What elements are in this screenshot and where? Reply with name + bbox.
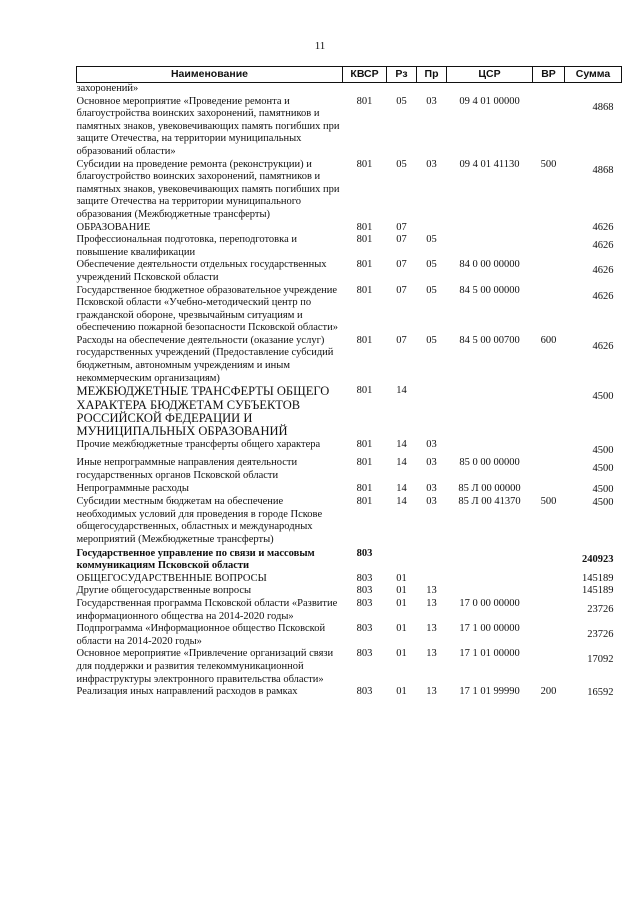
cell-rz-value: 01 (396, 572, 407, 584)
cell-name: Другие общегосударственные вопросы (76, 585, 252, 597)
budget-table (76, 66, 622, 700)
table-row (77, 457, 622, 482)
cell-sum-value: 4500 (592, 463, 614, 475)
cell-csr (447, 83, 533, 96)
cell-sum (565, 83, 622, 96)
cell-vr (533, 496, 565, 546)
cell-pr (417, 573, 447, 586)
cell-kvsr (343, 547, 387, 573)
cell-sum (565, 457, 622, 482)
cell-rz (387, 259, 417, 284)
cell-pr-value: 03 (426, 496, 437, 508)
cell-sum (565, 648, 622, 686)
cell-kvsr-value: 801 (356, 158, 373, 170)
cell-sum (565, 335, 622, 385)
cell-kvsr-value: 801 (356, 95, 373, 107)
cell-kvsr (343, 159, 387, 222)
cell-rz (387, 585, 417, 598)
cell-csr-value: 17 1 01 99990 (459, 686, 520, 698)
cell-rz (387, 234, 417, 259)
cell-csr-value: 85 Л 00 41370 (458, 496, 521, 508)
cell-pr (417, 385, 447, 439)
cell-sum-value: 4500 (592, 483, 614, 495)
table-row (77, 547, 622, 573)
cell-kvsr (343, 585, 387, 598)
cell-name: Государственная программа Псковской области «Развитие информационного общества на 2014-2020 годы» (76, 598, 338, 622)
cell-pr (417, 234, 447, 259)
cell-sum-value: 145189 (582, 572, 614, 584)
cell-sum-value: 23726 (587, 604, 614, 615)
cell-name: Прочие межбюджетные трансферты общего характера (76, 438, 321, 450)
cell-kvsr-value: 801 (356, 496, 373, 508)
cell-name: Государственное управление по связи и массовым коммуникациям Псковской области (76, 547, 315, 572)
cell-pr (417, 83, 447, 96)
cell-vr-value: 600 (540, 334, 557, 346)
cell-pr (417, 159, 447, 222)
cell-csr (447, 623, 533, 648)
cell-rz-value: 07 (396, 234, 407, 246)
cell-vr (533, 335, 565, 385)
cell-rz-value: 14 (396, 482, 407, 494)
cell-kvsr (343, 623, 387, 648)
cell-sum-value: 240923 (582, 553, 614, 565)
cell-name: захоронений» (76, 83, 139, 94)
cell-sum-value: 4626 (592, 340, 614, 352)
cell-csr (447, 585, 533, 598)
cell-kvsr (343, 457, 387, 482)
cell-csr-value: 85 Л 00 00000 (458, 482, 521, 494)
cell-kvsr (343, 496, 387, 546)
cell-rz (387, 496, 417, 546)
cell-pr-value: 03 (426, 457, 437, 469)
cell-kvsr (343, 83, 387, 96)
cell-vr (533, 385, 565, 439)
cell-pr-value: 03 (426, 158, 437, 170)
table-body (77, 83, 622, 700)
cell-sum (565, 222, 622, 235)
cell-vr (533, 285, 565, 335)
cell-pr (417, 585, 447, 598)
table-row (77, 96, 622, 159)
table-row (77, 573, 622, 586)
cell-vr (533, 648, 565, 686)
cell-pr-value: 03 (426, 482, 437, 494)
cell-sum (565, 234, 622, 259)
cell-sum-value: 4626 (592, 290, 614, 302)
table-row (77, 335, 622, 385)
cell-csr (447, 547, 533, 573)
cell-pr-value: 05 (426, 259, 437, 271)
table-row (77, 385, 622, 439)
cell-name: Субсидии местным бюджетам на обеспечение необходимых условий для проведения в городе Пскове общегосударственных, областных и международных мероприятий (Межбюджетные трансферты) (76, 496, 323, 546)
cell-name: МЕЖБЮДЖЕТНЫЕ ТРАНСФЕРТЫ ОБЩЕГО ХАРАКТЕРА БЮДЖЕТАМ СУБЪЕКТОВ РОССИЙСКОЙ ФЕДЕРАЦИИ И МУНИЦИПАЛЬНЫХ ОБРАЗОВАНИЙ (76, 384, 330, 439)
cell-pr-value: 13 (426, 686, 437, 698)
cell-pr (417, 598, 447, 623)
cell-vr (533, 234, 565, 259)
cell-name: Расходы на обеспечение деятельности (оказание услуг) государственных учреждений (Предоставление субсидий бюджетным, автономным учреждениям и иным некоммерческим организациям) (76, 334, 334, 384)
cell-kvsr (343, 335, 387, 385)
cell-sum-value: 4868 (592, 164, 614, 176)
cell-name: Основное мероприятие «Привлечение организаций связи для поддержки и развития телекоммуникационной инфраструктуры электронного правительства области» (76, 648, 334, 685)
cell-kvsr (343, 686, 387, 700)
cell-rz (387, 686, 417, 700)
cell-kvsr (343, 96, 387, 159)
cell-sum-value: 4500 (592, 497, 614, 509)
cell-csr (447, 259, 533, 284)
table-row (77, 234, 622, 259)
table-row (77, 598, 622, 623)
cell-rz-value: 14 (396, 438, 407, 450)
cell-rz (387, 598, 417, 623)
cell-sum-value: 4626 (592, 265, 614, 277)
cell-name: Иные непрограммные направления деятельности государственных органов Псковской области (76, 457, 298, 482)
cell-kvsr (343, 483, 387, 497)
cell-pr-value: 03 (426, 438, 437, 450)
cell-rz (387, 385, 417, 439)
header-rz: Рз (387, 67, 417, 83)
cell-sum-value: 4868 (592, 101, 614, 113)
cell-pr-value: 05 (426, 334, 437, 346)
cell-rz-value: 14 (396, 385, 407, 397)
cell-rz-value: 01 (396, 648, 407, 660)
cell-vr (533, 96, 565, 159)
cell-rz (387, 648, 417, 686)
cell-vr (533, 439, 565, 458)
cell-rz-value: 14 (396, 496, 407, 508)
cell-sum (565, 573, 622, 586)
cell-sum (565, 598, 622, 623)
cell-sum (565, 159, 622, 222)
cell-vr (533, 585, 565, 598)
cell-csr (447, 335, 533, 385)
header-kvsr: КВСР (343, 67, 387, 83)
cell-name: Обеспечение деятельности отдельных государственных учреждений Псковской области (76, 259, 327, 283)
cell-csr-value: 17 1 00 00000 (459, 623, 520, 635)
cell-vr (533, 686, 565, 700)
cell-pr (417, 547, 447, 573)
cell-csr-value: 09 4 01 41130 (459, 158, 520, 170)
cell-sum-value: 4626 (592, 240, 614, 252)
cell-csr (447, 496, 533, 546)
cell-csr-value: 17 0 00 00000 (459, 598, 520, 609)
cell-kvsr-value: 801 (356, 482, 373, 494)
table-row (77, 585, 622, 598)
cell-csr (447, 234, 533, 259)
header-pr: Пр (417, 67, 447, 83)
cell-sum (565, 483, 622, 497)
cell-kvsr-value: 801 (356, 457, 373, 469)
cell-kvsr-value: 801 (356, 259, 373, 271)
cell-rz (387, 457, 417, 482)
cell-name: Непрограммные расходы (76, 482, 189, 494)
cell-csr-value: 85 0 00 00000 (459, 457, 520, 469)
table-header-row (77, 67, 622, 83)
cell-rz (387, 439, 417, 458)
cell-pr (417, 648, 447, 686)
cell-csr (447, 648, 533, 686)
cell-sum-value: 4626 (592, 221, 614, 233)
cell-sum (565, 96, 622, 159)
cell-sum-value: 145189 (582, 585, 614, 597)
cell-pr (417, 686, 447, 700)
cell-rz-value: 07 (396, 259, 407, 271)
cell-csr (447, 686, 533, 700)
cell-vr (533, 222, 565, 235)
table-row (77, 439, 622, 458)
cell-kvsr (343, 259, 387, 284)
cell-vr-value: 500 (540, 496, 557, 508)
cell-pr (417, 457, 447, 482)
cell-pr (417, 222, 447, 235)
cell-vr (533, 83, 565, 96)
cell-kvsr (343, 385, 387, 439)
table-row (77, 222, 622, 235)
cell-csr (447, 483, 533, 497)
cell-name: Государственное бюджетное образовательное учреждение Псковской области «Учебно-методический центр по гражданской обороне, чрезвычайным ситуациям и обеспечению пожарной безопасности Псковской области» (76, 284, 339, 334)
cell-rz (387, 159, 417, 222)
cell-csr-value: 84 5 00 00000 (459, 284, 520, 296)
cell-pr (417, 439, 447, 458)
cell-kvsr (343, 573, 387, 586)
cell-csr (447, 439, 533, 458)
cell-csr (447, 457, 533, 482)
cell-kvsr (343, 598, 387, 623)
cell-sum (565, 285, 622, 335)
cell-vr (533, 483, 565, 497)
cell-sum-value: 17092 (587, 654, 614, 666)
cell-kvsr-value: 801 (356, 438, 373, 450)
cell-kvsr-value: 803 (356, 585, 373, 597)
cell-sum (565, 585, 622, 598)
cell-rz-value: 14 (396, 457, 407, 469)
cell-csr-value: 84 0 00 00000 (459, 259, 520, 271)
cell-vr (533, 259, 565, 284)
cell-kvsr (343, 222, 387, 235)
cell-sum (565, 259, 622, 284)
cell-pr (417, 96, 447, 159)
cell-csr (447, 573, 533, 586)
cell-csr (447, 96, 533, 159)
cell-sum (565, 496, 622, 546)
cell-vr (533, 457, 565, 482)
cell-pr (417, 259, 447, 284)
header-name: Наименование (77, 67, 343, 83)
cell-name: Профессиональная подготовка, переподготовка и повышение квалификации (76, 234, 297, 258)
page-number: 11 (314, 40, 326, 52)
cell-sum (565, 547, 622, 573)
cell-kvsr (343, 234, 387, 259)
cell-pr-value: 05 (426, 234, 437, 246)
budget-table-container (76, 66, 621, 700)
cell-rz-value: 05 (396, 95, 407, 107)
cell-pr-value: 05 (426, 284, 437, 296)
cell-vr (533, 623, 565, 648)
cell-csr (447, 385, 533, 439)
cell-csr (447, 285, 533, 335)
cell-sum (565, 385, 622, 439)
table-row (77, 686, 622, 700)
cell-sum-value: 4500 (592, 391, 614, 403)
cell-rz-value: 01 (396, 598, 407, 609)
cell-rz-value: 01 (396, 686, 407, 698)
table-row (77, 159, 622, 222)
cell-kvsr-value: 803 (356, 572, 373, 584)
cell-rz (387, 222, 417, 235)
cell-vr-value: 500 (540, 158, 557, 170)
cell-rz-value: 07 (396, 284, 407, 296)
cell-name: Субсидии на проведение ремонта (реконструкции) и благоустройство воинских захоронений, памятников и памятных знаков, увековечивающих память погибших при защите Отечества на территории муниципального образования (Межбюджетные трансферты) (76, 158, 340, 220)
table-row (77, 83, 622, 96)
cell-vr-value: 200 (540, 686, 557, 698)
cell-pr (417, 285, 447, 335)
cell-kvsr (343, 648, 387, 686)
cell-pr (417, 623, 447, 648)
cell-pr-value: 13 (426, 623, 437, 635)
cell-rz-value: 01 (396, 585, 407, 597)
cell-sum (565, 623, 622, 648)
cell-kvsr-value: 801 (356, 284, 373, 296)
cell-vr (533, 573, 565, 586)
cell-rz-value: 07 (396, 221, 407, 233)
table-row (77, 259, 622, 284)
cell-rz (387, 335, 417, 385)
cell-pr-value: 13 (426, 585, 437, 597)
cell-kvsr (343, 285, 387, 335)
cell-name: ОБРАЗОВАНИЕ (76, 221, 151, 233)
cell-rz (387, 623, 417, 648)
cell-sum (565, 439, 622, 458)
header-csr: ЦСР (447, 67, 533, 83)
cell-csr-value: 17 1 01 00000 (459, 648, 520, 660)
cell-rz-value: 05 (396, 158, 407, 170)
cell-csr-value: 09 4 01 00000 (459, 95, 520, 107)
cell-vr (533, 547, 565, 573)
cell-rz (387, 285, 417, 335)
cell-kvsr-value: 803 (356, 547, 373, 559)
cell-pr (417, 483, 447, 497)
header-vr: ВР (533, 67, 565, 83)
cell-kvsr-value: 801 (356, 385, 373, 397)
cell-sum-value: 16592 (587, 687, 614, 699)
cell-rz (387, 483, 417, 497)
cell-csr (447, 598, 533, 623)
cell-sum-value: 4500 (592, 444, 614, 456)
cell-vr (533, 159, 565, 222)
table-row (77, 285, 622, 335)
cell-name: Реализация иных направлений расходов в рамках (76, 686, 298, 698)
cell-csr-value: 84 5 00 00700 (459, 334, 520, 346)
cell-sum-value: 23726 (587, 629, 614, 641)
cell-rz (387, 96, 417, 159)
cell-pr (417, 496, 447, 546)
cell-rz-value: 01 (396, 623, 407, 635)
table-row (77, 648, 622, 686)
cell-csr (447, 222, 533, 235)
table-row (77, 496, 622, 546)
cell-kvsr-value: 801 (356, 234, 373, 246)
cell-name: ОБЩЕГОСУДАРСТВЕННЫЕ ВОПРОСЫ (76, 572, 267, 584)
cell-kvsr-value: 801 (356, 334, 373, 346)
cell-kvsr-value: 803 (356, 623, 373, 635)
cell-rz (387, 83, 417, 96)
cell-kvsr-value: 803 (356, 648, 373, 660)
cell-kvsr-value: 801 (356, 221, 373, 233)
header-sum: Сумма (565, 67, 622, 83)
cell-pr (417, 335, 447, 385)
cell-vr (533, 598, 565, 623)
cell-rz (387, 573, 417, 586)
cell-pr-value: 13 (426, 598, 437, 609)
cell-rz-value: 07 (396, 334, 407, 346)
cell-kvsr-value: 803 (356, 598, 373, 609)
table-row (77, 623, 622, 648)
cell-name: Основное мероприятие «Проведение ремонта и благоустройства воинских захоронений, памятников и памятных знаков, увековечивающих память погибших при защите Отечества, на территории муниципальных образований области» (76, 95, 340, 157)
cell-name: Подпрограмма «Информационное общество Псковской области на 2014-2020 годы» (76, 623, 326, 647)
cell-sum (565, 686, 622, 700)
cell-pr-value: 13 (426, 648, 437, 660)
cell-kvsr-value: 803 (356, 686, 373, 698)
cell-rz (387, 547, 417, 573)
table-row (77, 483, 622, 497)
cell-csr (447, 159, 533, 222)
cell-pr-value: 03 (426, 95, 437, 107)
cell-kvsr (343, 439, 387, 458)
